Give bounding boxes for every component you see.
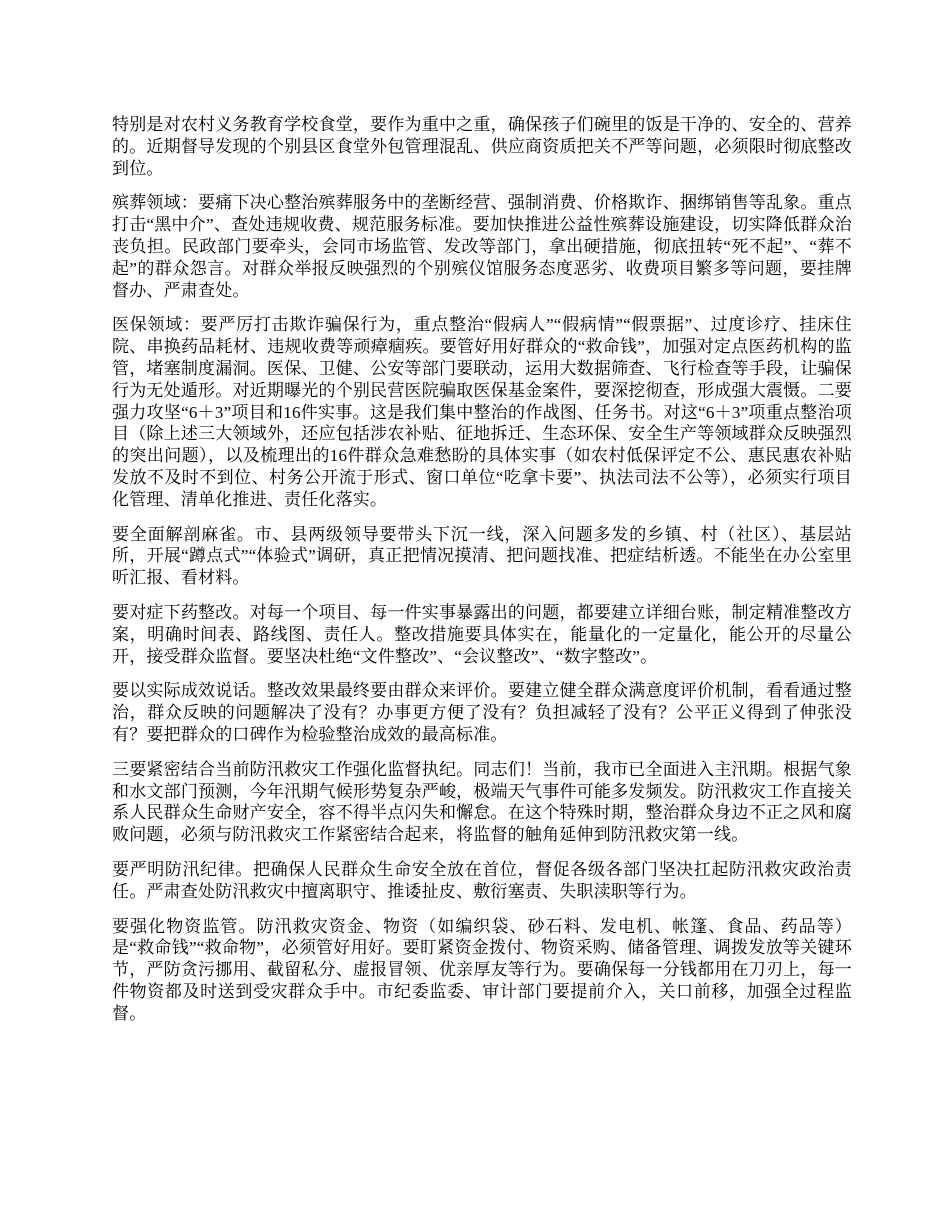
paragraph-school-canteen: 特别是对农村义务教育学校食堂，要作为重中之重，确保孩子们碗里的饭是干净的、安全的、营养的。近期督导发现的个别县区食堂外包管理混乱、供应商资质把关不严等问题，必须限时彻底整改到位。 [112, 115, 852, 178]
paragraph-field-investigation: 要全面解剖麻雀。市、县两级领导要带头下沉一线，深入问题多发的乡镇、村（社区）、基层站所，开展“蹲点式”“体验式”调研，真正把情况摸清、把问题找准、把症结析透。不能坐在办公室里听汇报、看材料。 [112, 524, 852, 588]
paragraph-funeral-sector: 殡葬领域：要痛下决心整治殡葬服务中的垄断经营、强制消费、价格欺诈、捆绑销售等乱象。重点打击“黑中介”、查处违规收费、规范服务标准。要加快推进公益性殡葬设施建设，切实降低群众治丧负担。民政部门要牵头，会同市场监管、发改等部门，拿出硬措施，彻底扭转“死不起”、“葬不起”的群众怨言。对群众举报反映强烈的个别殡仪馆服务态度恶劣、收费项目繁多等问题，要挂牌督办、严肃查处。 [112, 193, 852, 300]
paragraph-supplies-supervision: 要强化物资监管。防汛救灾资金、物资（如编织袋、砂石料、发电机、帐篷、食品、药品等）是“救命钱”“救命物”，必须管好用好。要盯紧资金拨付、物资采购、储备管理、调拨发放等关键环节，严防贪污挪用、截留私分、虚报冒领、优亲厚友等行为。要确保每一分钱都用在刀刃上，每一件物资都及时送到受灾群众手中。市纪委监委、审计部门要提前介入，关口前移，加强全过程监督。 [112, 916, 852, 1023]
paragraph-flood-control-intro: 三要紧密结合当前防汛救灾工作强化监督执纪。同志们！当前，我市已全面进入主汛期。根据气象和水文部门预测，今年汛期气候形势复杂严峻，极端天气事件可能多发频发。防汛救灾工作直接关系人民群众生命财产安全，容不得半点闪失和懈怠。在这个特殊时期，整治群众身边不正之风和腐败问题，必须与防汛救灾工作紧密结合起来，将监督的触角延伸到防汛救灾第一线。 [112, 759, 852, 845]
paragraph-targeted-rectification: 要对症下药整改。对每一个项目、每一件实事暴露出的问题，都要建立详细台账，制定精准整改方案，明确时间表、路线图、责任人。整改措施要具体实在，能量化的一定量化，能公开的尽量公开，接受群众监督。要坚决杜绝“文件整改”、“会议整改”、“数字整改”。 [112, 602, 852, 666]
paragraph-results-evaluation: 要以实际成效说话。整改效果最终要由群众来评价。要建立健全群众满意度评价机制，看看通过整治，群众反映的问题解决了没有？办事更方便了没有？负担减轻了没有？公平正义得到了伸张没有？要把群众的口碑作为检验整治成效的最高标准。 [112, 681, 852, 744]
paragraph-flood-discipline: 要严明防汛纪律。把确保人民群众生命安全放在首位，督促各级各部门坚决扛起防汛救灾政治责任。严肃查处防汛救灾中擅离职守、推诿扯皮、敷衍塞责、失职渎职等行为。 [112, 859, 852, 901]
paragraph-medical-insurance: 医保领域：要严厉打击欺诈骗保行为，重点整治“假病人”“假病情”“假票据”、过度诊疗、挂床住院、串换药品耗材、违规收费等顽瘴痼疾。要管好用好群众的“救命钱”，加强对定点医药机构的监管，堵塞制度漏洞。医保、卫健、公安等部门要联动，运用大数据筛查、飞行检查等手段，让骗保行为无处遁形。对近期曝光的个别民营医院骗取医保基金案件，要深挖彻查，形成强大震慑。二要强力攻坚“6＋3”项目和16件实事。这是我们集中整治的作战图、任务书。对这“6＋3”项重点整治项目（除上述三大领域外，还应包括涉农补贴、征地拆迁、生态环保、安全生产等领域群众反映强烈的突出问题），以及梳理出的16件群众急难愁盼的具体实事（如农村低保评定不公、惠民惠农补贴发放不及时不到位、村务公开流于形式、窗口单位“吃拿卡要”、执法司法不公等），必须实行项目化管理、清单化推进、责任化落实。 [112, 315, 852, 509]
